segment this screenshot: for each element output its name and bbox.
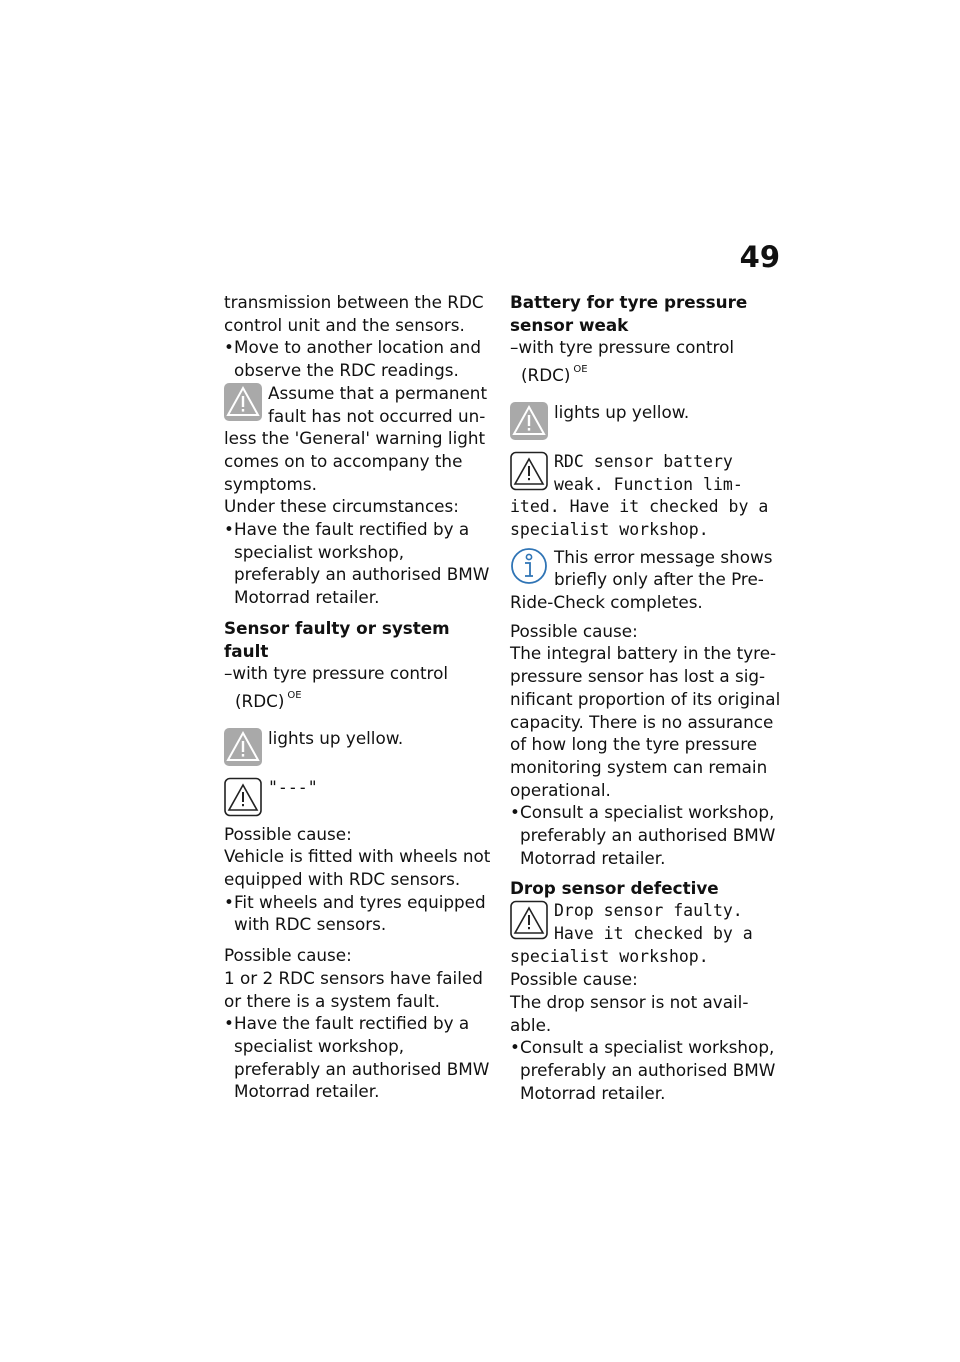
paragraph: Possible cause: [510, 969, 638, 990]
paragraph: transmission between the RDC control unit and the sensors. [224, 292, 484, 335]
left-column [224, 291, 492, 1103]
paragraph: Vehicle is fitted with wheels not equipped with RDC sensors. [224, 846, 491, 890]
warning-text: Assume that a permanent fault has not occurred unless the 'General' warning light comes on to accompany the symptoms. [224, 382, 488, 494]
paragraph: Under these circumstances: [224, 496, 459, 517]
section-heading: Battery for tyre pressure sensor weak [510, 292, 748, 335]
info-icon [510, 546, 548, 586]
display-message: RDC sensor battery weak. Function limited. Have it checked by a specialist workshop. [510, 451, 769, 539]
bullet-item: • Have the fault rectified by a specialist workshop, preferably an authorised BMW Motorrad retailer. [224, 518, 492, 609]
display-message: "---" [268, 777, 318, 797]
display-message: Drop sensor faulty. Have it checked by a specialist workshop. [510, 901, 753, 966]
dash-item: –with tyre pressure control (RDC) $^{OE}$ [510, 337, 735, 386]
oe-badge: OE [287, 689, 302, 701]
warning-triangle-filled-icon [510, 401, 548, 441]
bullet-item: • Fit wheels and tyres equipped with RDC sensors. [224, 891, 492, 936]
paragraph: The drop sensor is not available. [510, 991, 749, 1035]
paragraph: Possible cause: [224, 823, 352, 844]
indicator-text: lights up yellow. [554, 401, 690, 422]
paragraph: Possible cause: [510, 620, 638, 641]
display-row [224, 777, 492, 817]
indicator-row [510, 401, 782, 441]
display-block [510, 900, 782, 968]
display-block [510, 451, 782, 542]
section-heading: Sensor faulty or system fault [224, 617, 450, 661]
warning-triangle-display-icon [510, 451, 548, 491]
bullet-item: • Consult a specialist workshop, preferably an authorised BMW Motorrad retailer. [510, 1036, 782, 1104]
paragraph: Possible cause: [224, 945, 352, 966]
warning-note [224, 382, 492, 496]
bullet-item: • Move to another location and observe the RDC readings. [224, 336, 492, 381]
warning-triangle-display-icon [224, 777, 262, 817]
paragraph: 1 or 2 RDC sensors have failed or there is a system fault. [224, 967, 483, 1011]
page-number: 49 [739, 240, 780, 274]
section-heading: Drop sensor defective [510, 878, 719, 899]
info-note [510, 546, 782, 614]
indicator-text: lights up yellow. [268, 727, 404, 748]
bullet-item: • Have the fault rectified by a specialist workshop, preferably an authorised BMW Motorrad retailer. [224, 1012, 492, 1103]
bullet-item: • Consult a specialist workshop, preferably an authorised BMW Motorrad retailer. [510, 801, 782, 869]
warning-triangle-filled-icon [224, 727, 262, 767]
indicator-row [224, 727, 492, 767]
oe-badge: OE [573, 364, 588, 376]
warning-triangle-display-icon [510, 900, 548, 940]
info-text: This error message shows briefly only after the Pre-Ride-Check completes. [510, 546, 773, 613]
paragraph: The integral battery in the tyre-pressure sensor has lost a significant proportion of its original capacity. There is no assurance of how long the tyre pressure monitoring system can remain operational. [510, 643, 781, 800]
warning-triangle-filled-icon [224, 382, 262, 422]
right-column [510, 291, 782, 1105]
dash-item: –with tyre pressure control (RDC) $^{OE}$ [224, 663, 449, 711]
